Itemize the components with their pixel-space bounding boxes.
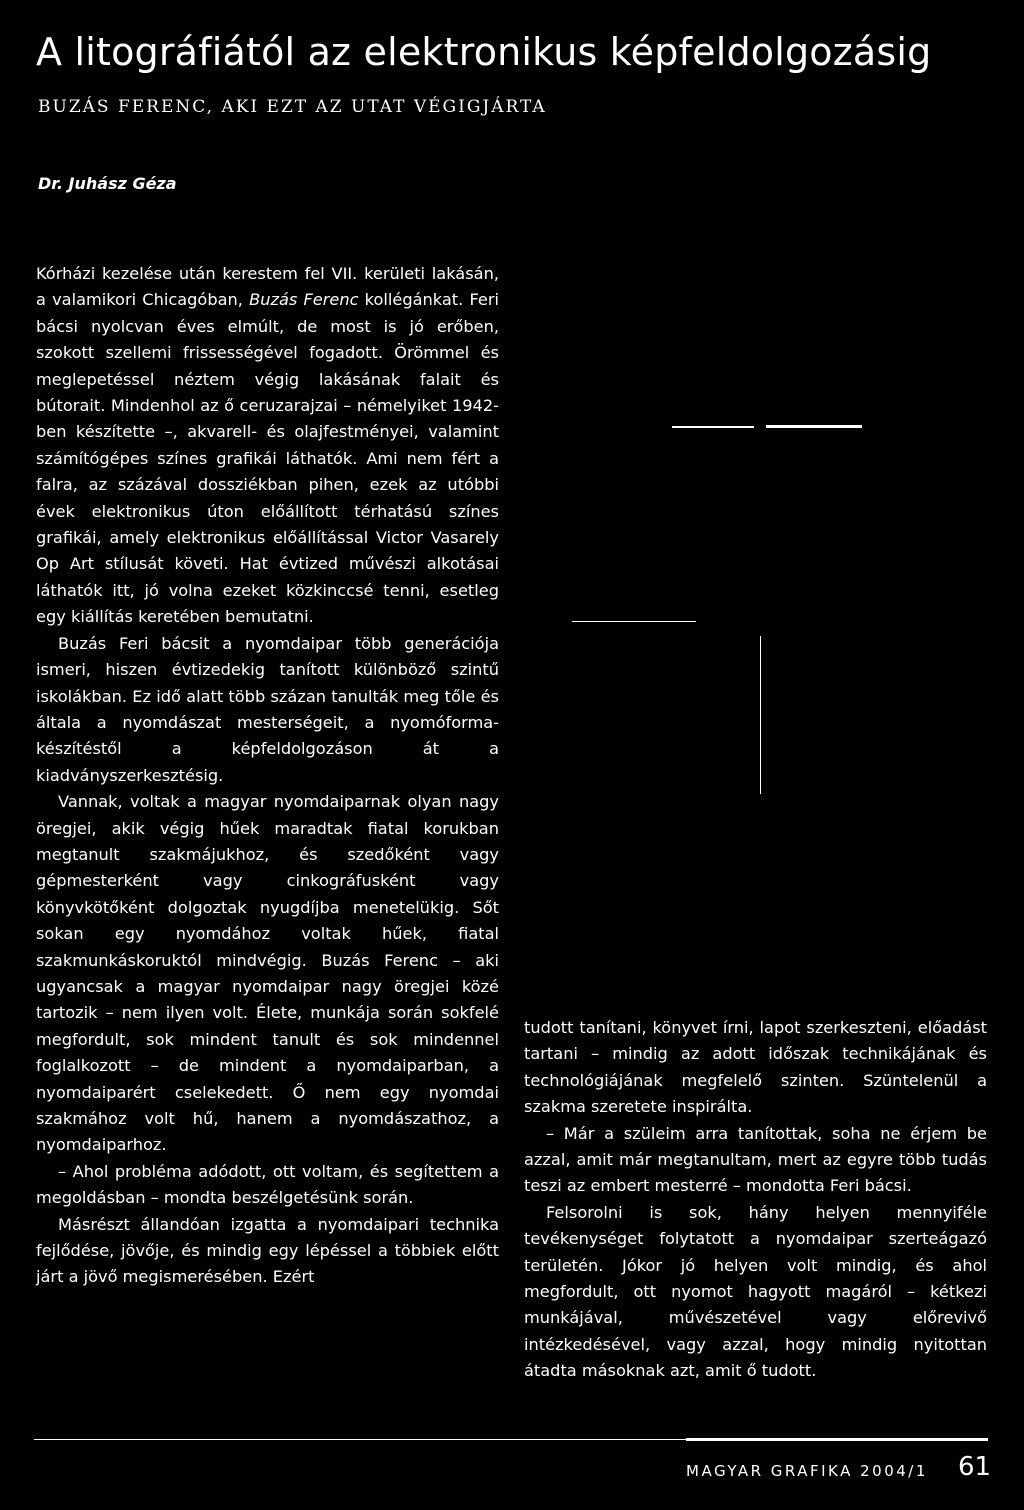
article-paragraph: [524, 1015, 987, 1121]
article-paragraph: [36, 1212, 499, 1291]
image-frame-rule-mid: [572, 621, 696, 622]
paragraph-text: – Már a szüleim arra tanítottak, soha ne érjem be azzal, amit már megtanultam, mert az egyre több tudás teszi az embert mesterré – mondotta Feri bácsi.: [524, 1123, 987, 1196]
footer-magazine-issue: MAGYAR GRAFIKA 2004/1: [686, 1462, 928, 1480]
article-subtitle: BUZÁS FERENC, AKI EZT AZ UTAT VÉGIGJÁRTA: [38, 97, 547, 117]
article-author: Dr. Juhász Géza: [38, 174, 177, 193]
article-column-right: [524, 1015, 987, 1385]
paragraph-text: Másrészt állandóan izgatta a nyomdaipari technika fejlődése, jövője, és mindig egy lépéssel a többiek előtt járt a jövő megismerésében. Ezért: [36, 1214, 499, 1287]
paragraph-text: – Ahol probléma adódott, ott voltam, és segítettem a megoldásban – mondta beszélgetésünk során.: [36, 1161, 499, 1208]
article-title: A litográfiától az elektronikus képfeldolgozásig: [36, 30, 932, 74]
article-paragraph: [524, 1200, 987, 1385]
article-paragraph: [524, 1121, 987, 1200]
footer-rule-thick: [686, 1438, 988, 1441]
article-paragraph: [36, 261, 499, 631]
article-column-left: [36, 261, 499, 1291]
image-frame-rule-top-left: [672, 426, 754, 428]
paragraph-text: Vannak, voltak a magyar nyomdaiparnak olyan nagy öregjei, akik végig hűek maradtak fiatal korukban megtanult szakmájukhoz, és szedőként vagy gépmesterként vagy cinkográfusként vagy könyvkötőként dolgoztak nyugdíjba menetelükig. Sőt sokan egy nyomdához voltak hűek, fiatal szakmunkáskoruktól mindvégig. Buzás Ferenc – aki ugyancsak a magyar nyomdaipar nagy öregjei közé tartozik – nem ilyen volt. Élete, munkája során sokfelé megfordult, sok mindent tanult és sok mindennel foglalkozott – de mindent a nyomdaiparban, a nyomdaiparért cselekedett. Ő nem egy nyomdai szakmához volt hű, hanem a nyomdászathoz, a nyomdaiparhoz.: [36, 792, 499, 1155]
image-frame-rule-top-right: [766, 425, 862, 428]
article-paragraph: [36, 631, 499, 789]
article-paragraph: [36, 1159, 499, 1212]
paragraph-text: tudott tanítani, könyvet írni, lapot szerkeszteni, előadást tartani – mindig az adott időszak technikájának és technológiájának megfelelő szinten. Szüntelenül a szakma szeretete inspirálta.: [524, 1018, 987, 1117]
image-frame-rule-vertical: [760, 636, 761, 794]
paragraph-text: Kórházi kezelése után kerestem fel VII. kerületi lakásán, a valamikori Chicagóban,: [36, 264, 499, 310]
paragraph-text: Buzás Feri bácsit a nyomdaipar több generációja ismeri, hiszen évtizedekig tanított különböző szintű iskolákban. Ez idő alatt több százan tanulták meg tőle és általa a nyomdászat mesterségeit, a nyomóforma-készítéstől a képfeldolgozáson át a kiadványszerkesztésig.: [36, 633, 499, 785]
paragraph-text: Felsorolni is sok, hány helyen mennyiféle tevékenységet folytatott a nyomdaipar szerteágazó területén. Jókor jó helyen volt mindig, és ahol megfordult, ott nyomot hagyott magáról – kétkezi munkájával, művészetével vagy előrevivő intézkedésével, vagy azzal, hogy mindig nyitottan átadta másoknak azt, amit ő tudott.: [524, 1202, 987, 1381]
article-paragraph: [36, 789, 499, 1159]
paragraph-text: kollégánkat. Feri bácsi nyolcvan éves elmúlt, de most is jó erőben, szokott szellemi frissességével fogadott. Örömmel és meglepetéssel néztem végig lakásának falait és bútorait. Mindenhol az ő ceruzarajzai – némelyiket 1942-ben készítette –, akvarell- és olajfestményei, valamint számítógépes színes grafikái láthatók. Ami nem fért a falra, az százával dossziékban pihen, ezek az utóbbi évek elektronikus úton előállított térhatású színes grafikái, amely elektronikus előállítással Victor Vasarely Op Art stílusát követi. Hat évtized művészi alkotásai láthatók itt, jó volna ezeket közkinccsé tenni, esetleg egy kiállítás keretében bemutatni.: [36, 290, 499, 627]
emphasized-name: Buzás Ferenc: [249, 290, 359, 310]
footer-page-number: 61: [958, 1452, 992, 1482]
